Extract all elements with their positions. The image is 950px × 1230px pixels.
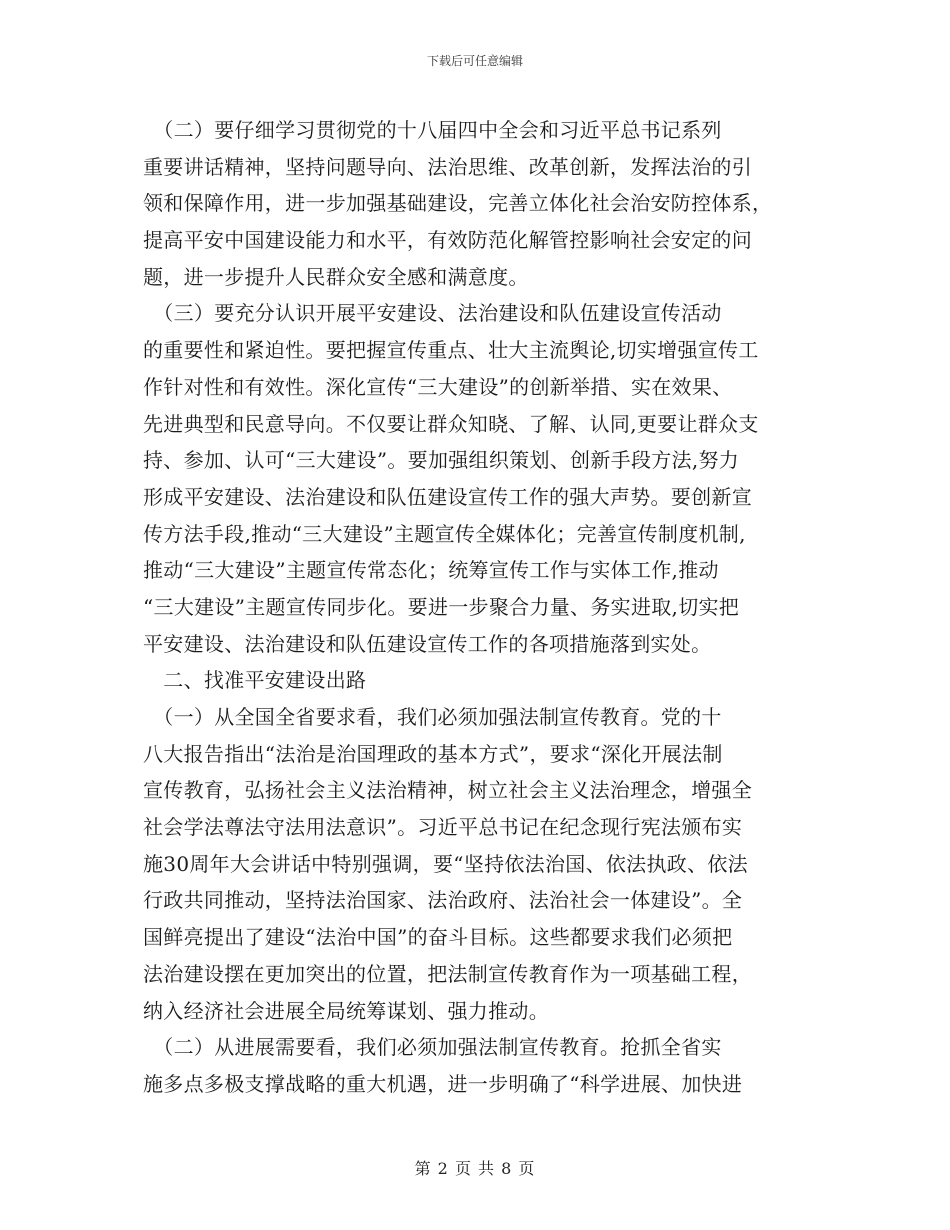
body-line: 施多点多极支撑战略的重大机遇，进一步明确了“科学进展、加快进: [143, 1071, 743, 1096]
header-note: 下载后可任意编辑: [426, 54, 523, 68]
body-line: （二）从进展需要看，我们必须加强法制宣传教育。抢抓全省实: [143, 1035, 722, 1060]
page-number: 第 2 页 共 8 页: [414, 1159, 536, 1178]
body-line: 国鲜亮提出了建设“法治中国”的奋斗目标。这些都要求我们必须把: [143, 925, 733, 950]
body-line: 纳入经济社会进展全局统筹谋划、强力推动。: [143, 998, 549, 1023]
body-line: 持、参加、认可“三大建设”。要加强组织策划、创新手段方法,努力: [143, 448, 740, 473]
body-line: 提高平安中国建设能力和水平，有效防范化解管控影响社会安定的问: [143, 228, 752, 253]
body-line: 行政共同推动，坚持法治国家、法治政府、法治社会一体建设”。全: [143, 888, 743, 913]
body-line: 的重要性和紧迫性。要把握宣传重点、壮大主流舆论,切实增强宣传工: [143, 338, 759, 363]
body-line: 题，进一步提升人民群众安全感和满意度。: [143, 264, 529, 289]
body-line: 领和保障作用，进一步加强基础建设，完善立体化社会治安防控体系，: [143, 191, 773, 216]
body-line: 宣传教育，弘扬社会主义法治精神，树立社会主义法治理念，增强全: [143, 778, 752, 803]
body-line: （一）从全国全省要求看，我们必须加强法制宣传教育。党的十: [143, 705, 722, 729]
body-line: “三大建设”主题宣传同步化。要进一步聚合力量、务实进取,切实把: [143, 594, 740, 619]
body-line: 重要讲话精神，坚持问题导向、法治思维、改革创新，发挥法治的引: [143, 154, 752, 179]
body-line: 先进典型和民意导向。不仅要让群众知晓、了解、认同,更要让群众支: [143, 411, 759, 436]
document-body: [143, 112, 815, 1103]
body-line: （三）要充分认识开展平安建设、法治建设和队伍建设宣传活动: [143, 301, 722, 326]
body-line: 法治建设摆在更加突出的位置，把法制宣传教育作为一项基础工程，: [143, 961, 752, 986]
body-line: 施30周年大会讲话中特别强调，要“坚持依法治国、依法执政、依法: [143, 851, 748, 876]
body-line: 作针对性和有效性。深化宣传“三大建设”的创新举措、实在效果、: [143, 374, 733, 399]
body-line: 推动“三大建设”主题宣传常态化；统筹宣传工作与实体工作,推动: [143, 558, 719, 583]
body-line: 平安建设、法治建设和队伍建设宣传工作的各项措施落到实处。: [143, 631, 712, 656]
body-line: 八大报告指出“法治是治国理政的基本方式”，要求“深化开展法制: [143, 741, 723, 766]
body-line: 社会学法尊法守法用法意识”。习近平总书记在纪念现行宪法颁布实: [143, 815, 743, 840]
body-line: 形成平安建设、法治建设和队伍建设宣传工作的强大声势。要创新宣: [143, 484, 752, 509]
body-line: （二）要仔细学习贯彻党的十八届四中全会和习近平总书记系列: [143, 118, 722, 142]
body-line: 传方法手段,推动“三大建设”主题宣传全媒体化；完善宣传制度机制,: [143, 521, 746, 546]
section-heading: 二、找准平安建设出路: [143, 668, 367, 693]
